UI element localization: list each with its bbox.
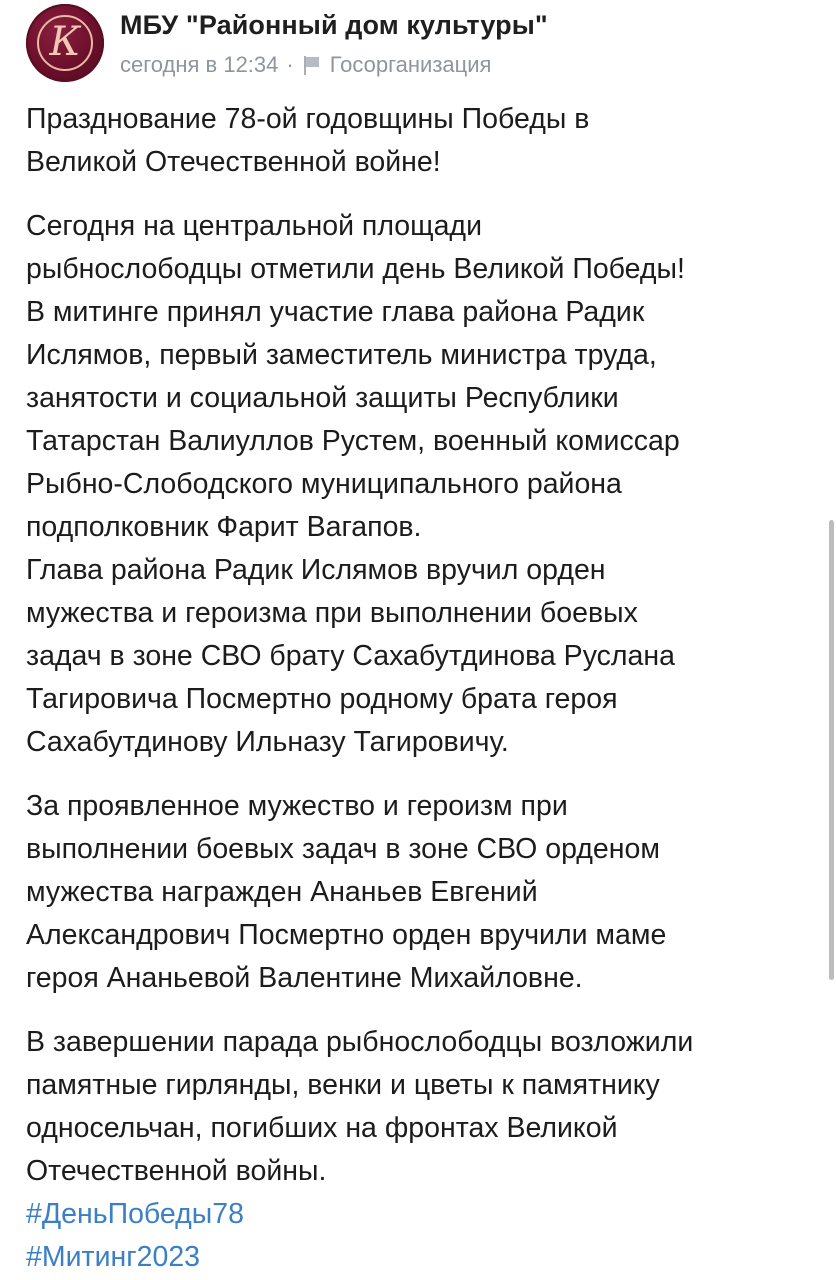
hashtag-link[interactable]: #Митинг2023 (26, 1241, 201, 1273)
post-meta (120, 52, 548, 78)
flag-icon (302, 55, 320, 75)
avatar-logo-letter: К (49, 19, 81, 65)
avatar-logo-ring (37, 15, 93, 71)
header-text (120, 10, 548, 78)
author-category: Госорганизация (329, 52, 492, 77)
post-paragraph-award: За проявленное мужество и героизм при выполнении боевых задач в зоне СВО орденом мужества награжден Ананьев Евгений Александрович Посмертно орден вручили маме героя Ананьевой Валентине Михайловне. (26, 790, 667, 994)
meta-separator: · (286, 52, 294, 77)
hashtag-link[interactable]: #ДеньПобеды78 (26, 1198, 244, 1230)
post-body (26, 98, 826, 1279)
post-header (26, 4, 548, 84)
post-paragraph-title: Празднование 78-ой годовщины Победы в Великой Отечественной войне! (26, 103, 590, 178)
scrollbar-thumb[interactable] (829, 520, 834, 980)
post-time[interactable]: сегодня в 12:34 (120, 52, 279, 77)
avatar[interactable] (26, 4, 104, 82)
post-paragraph-rally: Сегодня на центральной площади рыбнослободцы отметили день Великой Победы! В митинге принял участие глава района Радик Ислямов, первый заместитель министра труда, занятости и социальной защиты Республики Татарстан Валиуллов Рустем, военный комиссар Рыбно-Слободского муниципального района подполковник Фарит Вагапов. Глава района Радик Ислямов вручил орден мужества и героизма при выполнении боевых задач в зоне СВО брату Сахабутдинова Руслана Тагировича Посмертно родному брата героя Сахабутдинову Ильназу Тагировичу. (26, 210, 685, 758)
post-paragraph-parade: В завершении парада рыбнослободцы возложили памятные гирлянды, венки и цветы к памятнику односельчан, погибших на фронтах Великой Отечественной войны. (26, 1026, 694, 1187)
author-name[interactable]: МБУ "Районный дом культуры" (120, 10, 548, 40)
